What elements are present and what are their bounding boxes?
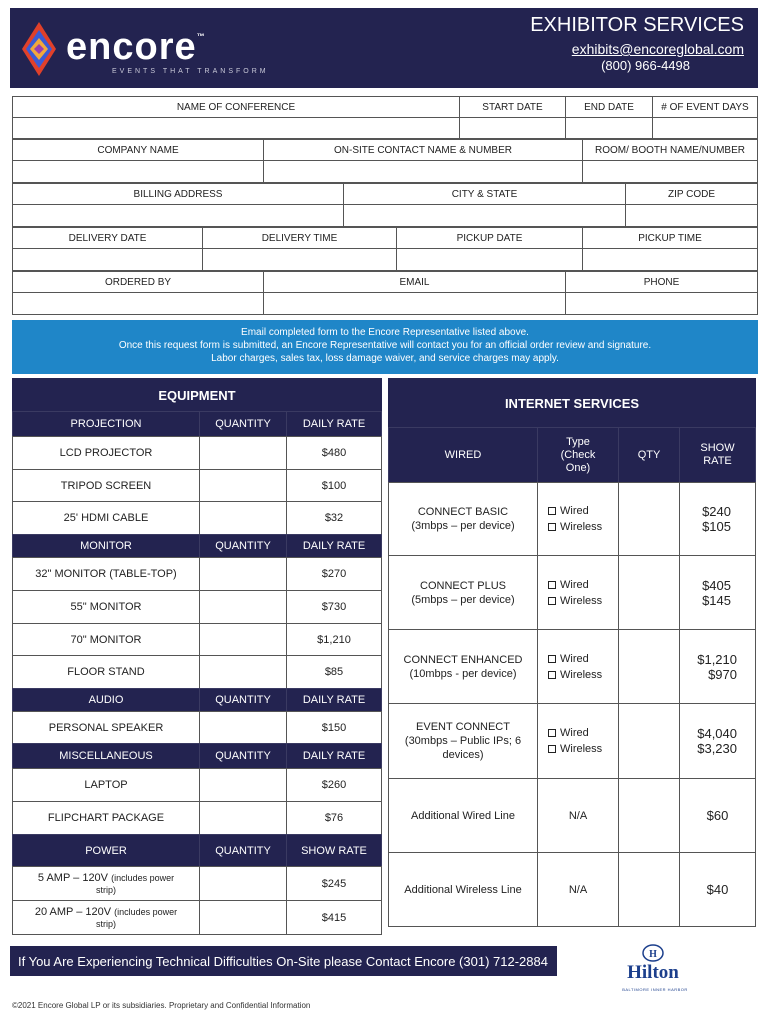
qty-floor-stand[interactable] — [199, 655, 287, 689]
service-event-connect: EVENT CONNECT (30mbps – Public IPs; 6 devices) — [388, 703, 538, 779]
type-options-enhanced — [537, 629, 619, 704]
label-onsite-contact: ON-SITE CONTACT NAME & NUMBER — [263, 139, 583, 161]
delivery-time-field[interactable] — [202, 248, 397, 271]
equipment-title: EQUIPMENT — [12, 378, 382, 412]
hilton-logo-icon — [642, 944, 664, 962]
rate-connect-enhanced: $1,210 $970 — [679, 629, 756, 704]
checkbox-wireless[interactable]: Wireless — [548, 741, 602, 757]
rate-connect-basic: $240 $105 — [679, 482, 756, 556]
label-delivery-date: DELIVERY DATE — [12, 227, 203, 249]
room-booth-field[interactable] — [582, 160, 758, 183]
qty-20-amp[interactable] — [199, 900, 287, 935]
encore-logo-icon — [22, 22, 56, 76]
item-laptop: LAPTOP — [12, 768, 200, 802]
qty-monitor-70[interactable] — [199, 623, 287, 656]
checkbox-wireless[interactable]: Wireless — [548, 667, 602, 683]
item-hdmi-cable: 25' HDMI CABLE — [12, 501, 200, 535]
checkbox-wireless[interactable]: Wireless — [548, 519, 602, 535]
rate-connect-plus: $405 $145 — [679, 555, 756, 630]
email-field[interactable] — [263, 292, 566, 315]
onsite-contact-field[interactable] — [263, 160, 583, 183]
service-connect-plus: CONNECT PLUS (5mbps – per device) — [388, 555, 538, 630]
item-monitor-32: 32" MONITOR (TABLE-TOP) — [12, 557, 200, 591]
copyright: ©2021 Encore Global LP or its subsidiaries. Proprietary and Confidential Information — [12, 1001, 311, 1010]
label-company-name: COMPANY NAME — [12, 139, 264, 161]
checkbox-wired[interactable]: Wired — [548, 577, 589, 593]
checkbox-wireless[interactable]: Wireless — [548, 593, 602, 609]
section-miscellaneous: MISCELLANEOUS — [12, 743, 200, 769]
col-daily-rate: DAILY RATE — [286, 688, 382, 712]
col-quantity: QUANTITY — [199, 834, 287, 867]
qty-lcd-projector[interactable] — [199, 436, 287, 470]
contact-email-link[interactable]: exhibits@encoreglobal.com — [571, 41, 744, 57]
label-pickup-date: PICKUP DATE — [396, 227, 583, 249]
qty-tripod-screen[interactable] — [199, 469, 287, 502]
rate-lcd-projector: $480 — [286, 436, 382, 470]
col-wired: WIRED — [388, 427, 538, 483]
rate-monitor-55: $730 — [286, 590, 382, 624]
col-quantity: QUANTITY — [199, 534, 287, 558]
banner-line-1: Email completed form to the Encore Representative listed above. — [241, 327, 529, 338]
item-monitor-70: 70" MONITOR — [12, 623, 200, 656]
banner-line-2: Once this request form is submitted, an Encore Representative will contact you for an official order review and signature. — [118, 340, 652, 351]
qty-connect-plus[interactable] — [618, 555, 680, 630]
svg-text:H: H — [649, 949, 657, 960]
event-days-field[interactable] — [652, 117, 758, 139]
qty-monitor-55[interactable] — [199, 590, 287, 624]
label-ordered-by: ORDERED BY — [12, 271, 264, 293]
label-end-date: END DATE — [565, 96, 653, 118]
start-date-field[interactable] — [459, 117, 566, 139]
banner-line-3: Labor charges, sales tax, loss damage waiver, and service charges may apply. — [211, 353, 559, 364]
label-start-date: START DATE — [459, 96, 566, 118]
item-20-amp: 20 AMP – 120V (includes power strip) — [12, 900, 200, 935]
col-quantity: QUANTITY — [199, 743, 287, 769]
qty-personal-speaker[interactable] — [199, 711, 287, 744]
label-delivery-time: DELIVERY TIME — [202, 227, 397, 249]
label-event-days: # OF EVENT DAYS — [652, 96, 758, 118]
rate-laptop: $260 — [286, 768, 382, 802]
ordered-by-field[interactable] — [12, 292, 264, 315]
col-show-rate: SHOW RATE — [679, 427, 756, 483]
pickup-date-field[interactable] — [396, 248, 583, 271]
type-options-plus — [537, 555, 619, 630]
item-5-amp: 5 AMP – 120V (includes power strip) — [12, 866, 200, 901]
page-title: EXHIBITOR SERVICES — [530, 14, 744, 36]
col-daily-rate: DAILY RATE — [286, 534, 382, 558]
item-floor-stand: FLOOR STAND — [12, 655, 200, 689]
company-name-field[interactable] — [12, 160, 264, 183]
col-quantity: QUANTITY — [199, 411, 287, 437]
instructions-banner — [12, 320, 758, 374]
conference-name-field[interactable] — [12, 117, 460, 139]
rate-additional-wireless: $40 — [679, 852, 756, 927]
rate-floor-stand: $85 — [286, 655, 382, 689]
brand-tagline: EVENTS THAT TRANSFORM — [112, 68, 269, 75]
item-flipchart-package: FLIPCHART PACKAGE — [12, 801, 200, 835]
support-bar: If You Are Experiencing Technical Difficulties On-Site please Contact Encore (301) 712-2884 — [10, 946, 557, 976]
rate-personal-speaker: $150 — [286, 711, 382, 744]
label-conference-name: NAME OF CONFERENCE — [12, 96, 460, 118]
qty-connect-enhanced[interactable] — [618, 629, 680, 704]
qty-laptop[interactable] — [199, 768, 287, 802]
brand-wordmark: encore™ — [66, 26, 206, 68]
label-room-booth: ROOM/ BOOTH NAME/NUMBER — [582, 139, 758, 161]
col-daily-rate: DAILY RATE — [286, 411, 382, 437]
qty-5-amp[interactable] — [199, 866, 287, 901]
checkbox-wired[interactable]: Wired — [548, 503, 589, 519]
checkbox-wired[interactable]: Wired — [548, 651, 589, 667]
type-additional-wireless: N/A — [537, 852, 619, 927]
qty-additional-wired[interactable] — [618, 778, 680, 853]
rate-flipchart-package: $76 — [286, 801, 382, 835]
label-billing-address: BILLING ADDRESS — [12, 183, 344, 205]
qty-flipchart-package[interactable] — [199, 801, 287, 835]
rate-event-connect: $4,040 $3,230 — [679, 703, 756, 779]
type-options-event — [537, 703, 619, 779]
label-city-state: CITY & STATE — [343, 183, 626, 205]
internet-title: INTERNET SERVICES — [388, 378, 756, 428]
col-quantity: QUANTITY — [199, 688, 287, 712]
section-monitor: MONITOR — [12, 534, 200, 558]
billing-address-field[interactable] — [12, 204, 344, 227]
qty-hdmi-cable[interactable] — [199, 501, 287, 535]
label-pickup-time: PICKUP TIME — [582, 227, 758, 249]
phone-field[interactable] — [565, 292, 758, 315]
rate-5-amp: $245 — [286, 866, 382, 901]
service-connect-basic: CONNECT BASIC (3mbps – per device) — [388, 482, 538, 556]
checkbox-wired[interactable]: Wired — [548, 725, 589, 741]
pickup-time-field[interactable] — [582, 248, 758, 271]
label-zip-code: ZIP CODE — [625, 183, 758, 205]
rate-hdmi-cable: $32 — [286, 501, 382, 535]
delivery-date-field[interactable] — [12, 248, 203, 271]
contact-phone: (800) 966-4498 — [601, 58, 690, 73]
item-monitor-55: 55" MONITOR — [12, 590, 200, 624]
end-date-field[interactable] — [565, 117, 653, 139]
col-show-rate: SHOW RATE — [286, 834, 382, 867]
rate-tripod-screen: $100 — [286, 469, 382, 502]
rate-additional-wired: $60 — [679, 778, 756, 853]
item-personal-speaker: PERSONAL SPEAKER — [12, 711, 200, 744]
rate-monitor-70: $1,210 — [286, 623, 382, 656]
item-lcd-projector: LCD PROJECTOR — [12, 436, 200, 470]
type-additional-wired: N/A — [537, 778, 619, 853]
section-audio: AUDIO — [12, 688, 200, 712]
qty-event-connect[interactable] — [618, 703, 680, 779]
rate-monitor-32: $270 — [286, 557, 382, 591]
col-type: Type (Check One) — [537, 427, 619, 483]
qty-monitor-32[interactable] — [199, 557, 287, 591]
col-qty: QTY — [618, 427, 680, 483]
item-tripod-screen: TRIPOD SCREEN — [12, 469, 200, 502]
service-connect-enhanced: CONNECT ENHANCED (10mbps - per device) — [388, 629, 538, 704]
hilton-location: BALTIMORE INNER HARBOR — [622, 987, 688, 992]
section-power: POWER — [12, 834, 200, 867]
label-phone: PHONE — [565, 271, 758, 293]
zip-code-field[interactable] — [625, 204, 758, 227]
city-state-field[interactable] — [343, 204, 626, 227]
service-additional-wireless: Additional Wireless Line — [388, 852, 538, 927]
col-daily-rate: DAILY RATE — [286, 743, 382, 769]
qty-connect-basic[interactable] — [618, 482, 680, 556]
service-additional-wired: Additional Wired Line — [388, 778, 538, 853]
label-email: EMAIL — [263, 271, 566, 293]
hilton-wordmark: Hilton — [627, 962, 679, 983]
qty-additional-wireless[interactable] — [618, 852, 680, 927]
type-options-basic — [537, 482, 619, 556]
section-projection: PROJECTION — [12, 411, 200, 437]
rate-20-amp: $415 — [286, 900, 382, 935]
